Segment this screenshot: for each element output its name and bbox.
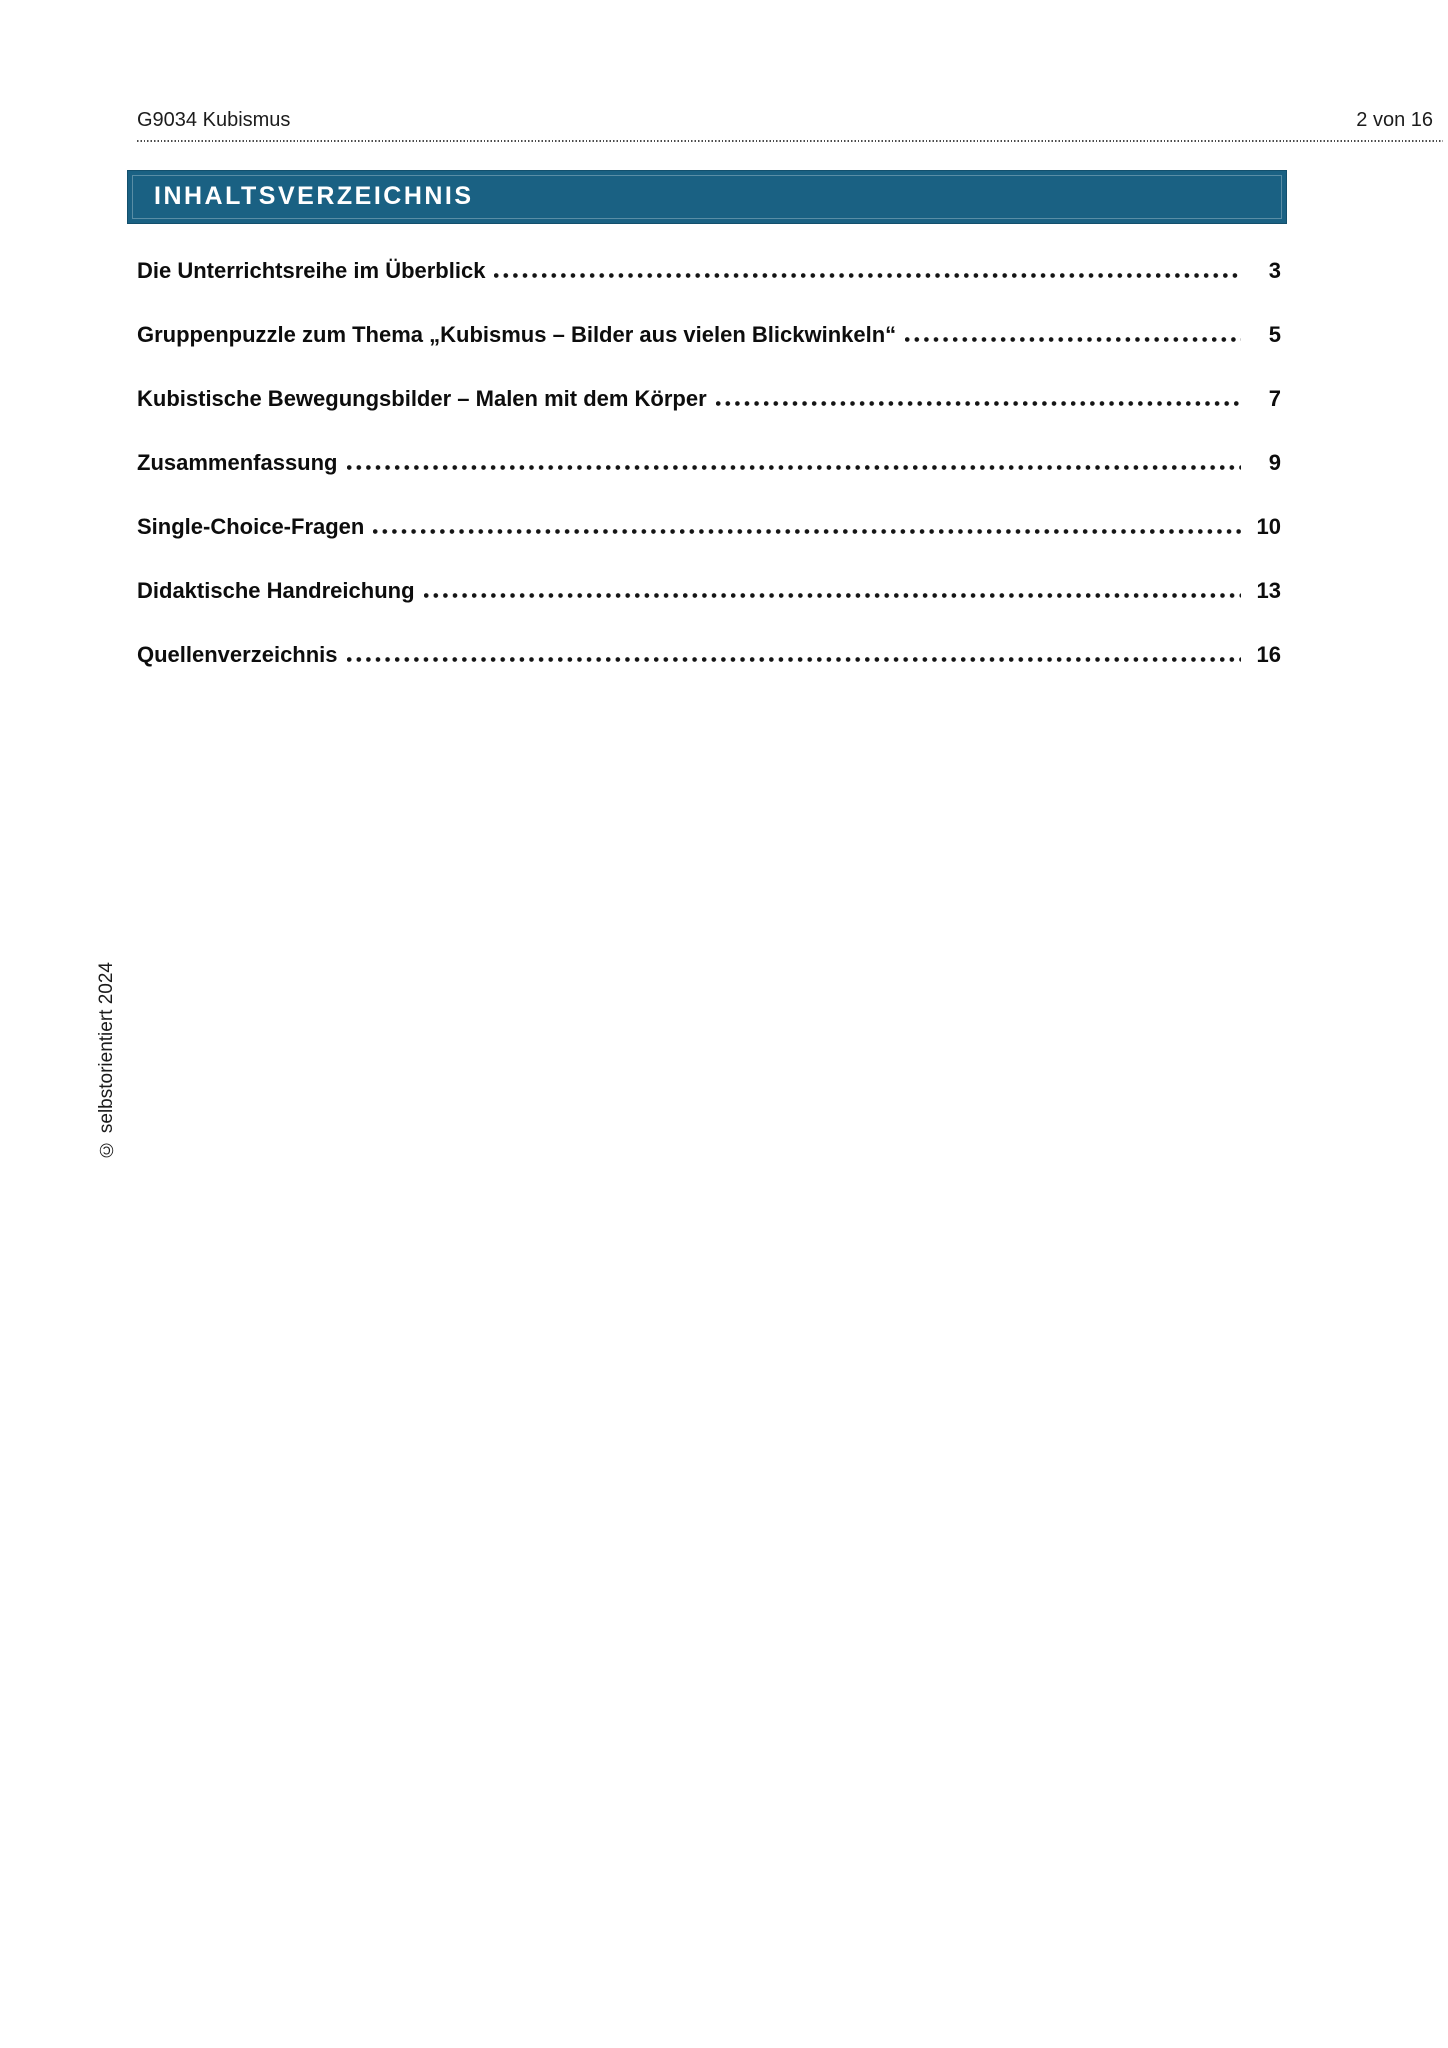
toc-entry-page-number: 13 (1256, 578, 1281, 603)
toc-entry-label: Single-Choice-Fragen (137, 514, 365, 539)
dot-leader (905, 337, 1241, 342)
toc-entry-page-number: 5 (1268, 322, 1281, 347)
copyright-note: © selbstorientiert 2024 (96, 962, 117, 1160)
header-doc-code: G9034 Kubismus (137, 109, 291, 131)
header-divider-rule (137, 140, 1443, 142)
toc-entry[interactable] (137, 303, 1281, 367)
toc-title-banner (127, 170, 1287, 224)
toc-entry[interactable] (137, 495, 1281, 559)
toc-entry[interactable] (137, 367, 1281, 431)
toc-entry-label: Gruppenpuzzle zum Thema „Kubismus – Bilder aus vielen Blickwinkeln“ (137, 322, 897, 347)
dot-leader (347, 657, 1241, 662)
dot-leader (424, 593, 1241, 598)
toc-entry-label: Zusammenfassung (137, 450, 338, 475)
table-of-contents (137, 239, 1281, 687)
toc-entry-page-number: 10 (1256, 514, 1281, 539)
toc-entry[interactable] (137, 623, 1281, 687)
toc-entry-page-number: 7 (1268, 386, 1281, 411)
toc-title: INHALTSVERZEICHNIS (154, 182, 474, 210)
toc-entry-label: Quellenverzeichnis (137, 642, 338, 667)
toc-entry[interactable] (137, 239, 1281, 303)
header-page-indicator: 2 von 16 (1356, 109, 1433, 131)
toc-entry[interactable] (137, 559, 1281, 623)
toc-entry-page-number: 9 (1268, 450, 1281, 475)
toc-entry-page-number: 3 (1268, 258, 1281, 283)
dot-leader (373, 529, 1241, 534)
toc-entry-label: Die Unterrichtsreihe im Überblick (137, 258, 486, 283)
toc-entry[interactable] (137, 431, 1281, 495)
dot-leader (347, 465, 1242, 470)
dot-leader (716, 401, 1241, 406)
toc-entry-page-number: 16 (1256, 642, 1281, 667)
toc-entry-label: Didaktische Handreichung (137, 578, 415, 603)
dot-leader (494, 273, 1241, 278)
toc-entry-label: Kubistische Bewegungsbilder – Malen mit dem Körper (137, 386, 707, 411)
